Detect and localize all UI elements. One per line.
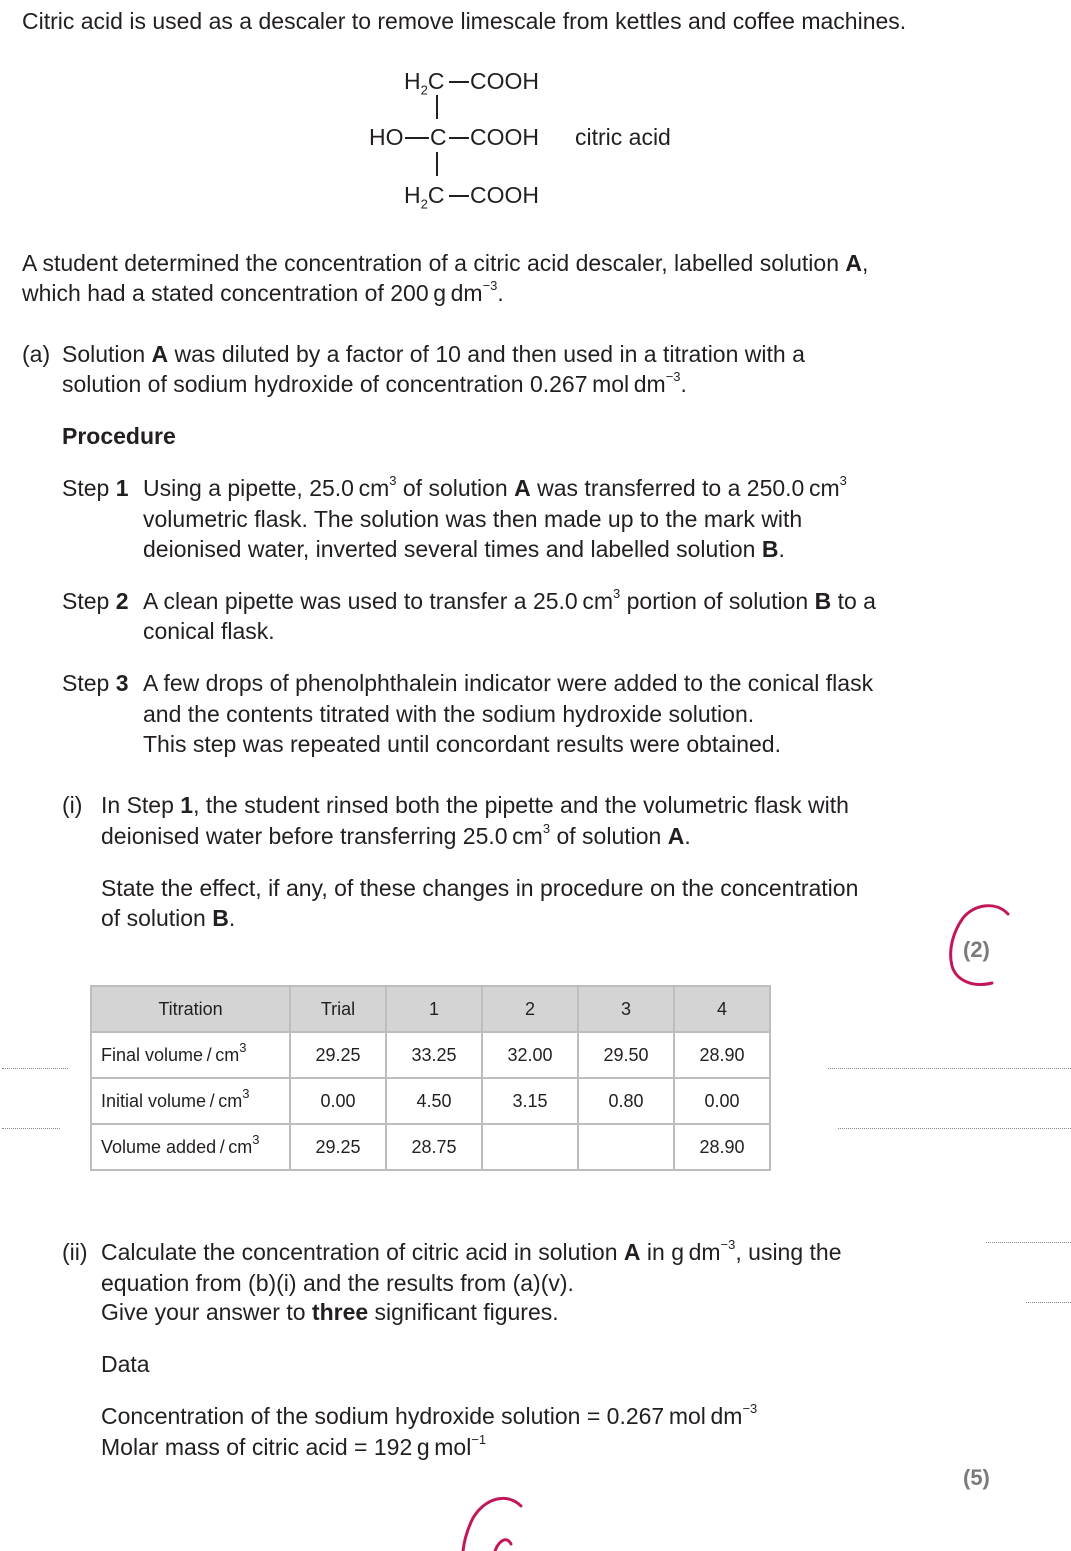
question-ii-line-3: Give your answer to three significant figures. [101,1299,559,1325]
table-row [91,1032,770,1078]
bond-line [436,152,438,176]
question-ii-line-1: Calculate the concentration of citric acid in solution A in g $dm^{-3}$, using the [101,1237,842,1265]
step2-line-2: conical flask. [143,618,275,644]
table-cell: 28.90 [674,1124,770,1170]
step3-line-1: A few drops of phenolphthalein indicator were added to the conical flask [143,670,874,696]
part-a-line-1: Solution A was diluted by a factor of 10 and then used in a titration with a [62,341,805,367]
structure-top-group: COOH [470,68,539,94]
data-heading: Data [101,1351,150,1377]
question-ii-marks: (5) [963,1465,990,1490]
question-i-line-1: In Step 1, the student rinsed both the pipette and the volumetric flask with [101,792,849,818]
table-cell: 3.15 [482,1078,578,1124]
table-cell: 0.00 [290,1078,386,1124]
table-cell: 0.00 [674,1078,770,1124]
data-line-1: Concentration of the sodium hydroxide solution = 0.267 mol $dm^{-3}$ [101,1401,758,1429]
table-header-cell: 3 [578,986,674,1032]
step2-line-1: A clean pipette was used to transfer a 25.0 $cm^3$ portion of solution B to a [143,586,876,614]
table-row [91,1078,770,1124]
structure-bottom-group: COOH [470,182,539,208]
bond-line [449,81,469,83]
question-i-label: (i) [62,792,83,818]
procedure-heading: Procedure [62,423,176,449]
table-cell: 33.25 [386,1032,482,1078]
bond-line [449,137,469,139]
answer-line[interactable] [838,1128,1071,1129]
structure-central-c: C [430,124,447,150]
table-header-cell: Trial [290,986,386,1032]
table-cell[interactable] [482,1124,578,1170]
table-cell: 28.75 [386,1124,482,1170]
step3-line-2: and the contents titrated with the sodium hydroxide solution. [143,701,755,727]
question-ii-line-2: equation from (b)(i) and the results from (a)(v). [101,1270,574,1296]
question-i-line-3: State the effect, if any, of these changes in procedure on the concentration [101,875,859,901]
structure-ho: HO [369,124,404,150]
bond-line [436,95,438,119]
part-a-label: (a) [22,341,51,367]
para-line-1: A student determined the concentration of a citric acid descaler, labelled solution A, [22,250,869,276]
table-cell: 29.25 [290,1124,386,1170]
row-label-volume-added: Volume added / $cm^3$ [91,1124,290,1170]
structure-bottom-row: $H_2C$ [404,182,445,212]
table-cell: 4.50 [386,1078,482,1124]
answer-line[interactable] [986,1242,1071,1243]
row-label-final-volume: Final volume / $cm^3$ [91,1032,290,1078]
bond-line [405,137,429,139]
table-cell: 32.00 [482,1032,578,1078]
table-header-cell: 2 [482,986,578,1032]
table-cell: 28.90 [674,1032,770,1078]
intro-text: Citric acid is used as a descaler to remove limescale from kettles and coffee machines. [22,8,907,34]
question-i-marks: (2) [963,937,990,962]
para-line-2: which had a stated concentration of 200 g $dm^{-3}$. [22,278,504,306]
question-i-line-4: of solution B. [101,905,236,931]
question-i-line-2: deionised water before transferring 25.0 $cm^3$ of solution A. [101,821,691,849]
step2-label: Step 2 [62,588,129,614]
structure-top-row: $H_2C$ [404,68,445,98]
table-cell: 0.80 [578,1078,674,1124]
structure-middle-group: COOH [470,124,539,150]
answer-line[interactable] [1026,1302,1071,1303]
step1-line-3: deionised water, inverted several times and labelled solution B. [143,536,785,562]
bond-line [449,195,469,197]
table-cell: 29.25 [290,1032,386,1078]
table-cell: 29.50 [578,1032,674,1078]
handwritten-annotation [455,1494,535,1551]
table-cell[interactable] [578,1124,674,1170]
titration-table [90,985,771,1171]
answer-line[interactable] [2,1128,60,1129]
answer-line[interactable] [828,1068,1071,1069]
table-header-cell: Titration [91,986,290,1032]
table-header-cell: 4 [674,986,770,1032]
step3-line-3: This step was repeated until concordant results were obtained. [143,731,781,757]
data-line-2: Molar mass of citric acid = 192 g mol$^{-1}$ [101,1432,487,1460]
answer-line[interactable] [2,1068,68,1069]
row-label-initial-volume: Initial volume / $cm^3$ [91,1078,290,1124]
step1-line-1: Using a pipette, 25.0 $cm^3$ of solution A was transferred to a 250.0 $cm^3$ [143,473,847,501]
step3-label: Step 3 [62,670,129,696]
step1-line-2: volumetric flask. The solution was then made up to the mark with [143,506,803,532]
table-row [91,1124,770,1170]
structure-name: citric acid [575,124,671,150]
table-header-row [91,986,770,1032]
table-header-cell: 1 [386,986,482,1032]
question-ii-label: (ii) [62,1239,88,1265]
part-a-line-2: solution of sodium hydroxide of concentration 0.267 mol $dm^{-3}$. [62,369,687,397]
step1-label: Step 1 [62,475,129,501]
